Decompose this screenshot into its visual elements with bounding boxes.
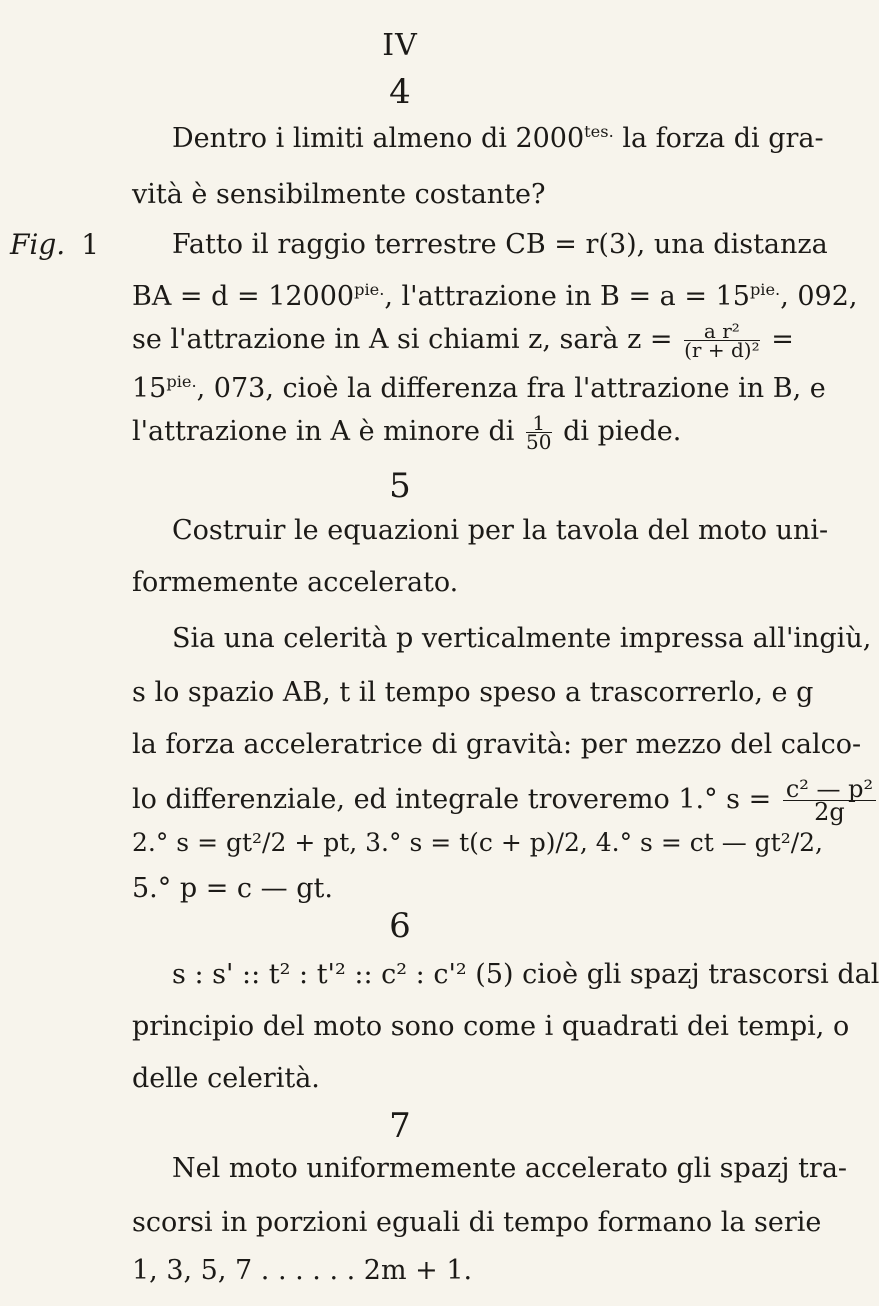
formula-fraction: $\frac{\text{c² — p²}}{2g}$ bbox=[783, 778, 876, 823]
section-number-6: 6 bbox=[389, 906, 411, 946]
paragraph-5-line-5: la forza acceleratrice di gravità: per mezzo del calco- bbox=[132, 729, 862, 760]
paragraph-5-line-8: 5.° p = c — gt. bbox=[132, 873, 333, 904]
paragraph-7-line-2: scorsi in porzioni eguali di tempo formano la serie bbox=[132, 1207, 822, 1238]
paragraph-4-line-2: vità è sensibilmente costante? bbox=[132, 179, 546, 210]
paragraph-4-line-3: Fatto il raggio terrestre CB = r(3), una distanza bbox=[172, 229, 828, 260]
paragraph-5-line-4: s lo spazio AB, t il tempo speso a trascorrerlo, e g bbox=[132, 677, 814, 708]
fraction-one-fiftieth: $\frac{1}{50}$ bbox=[526, 411, 552, 454]
paragraph-7-line-1: Nel moto uniformemente accelerato gli spazj tra- bbox=[172, 1153, 848, 1184]
paragraph-4-line-4: BA = $d = 12000^{pie.}$, l'attrazione in $B = a = 15^{pie.}$, 092, bbox=[132, 280, 858, 312]
figure-reference bbox=[10, 228, 99, 261]
fig-word: Fig. bbox=[10, 228, 66, 261]
paragraph-6-line-2: principio del moto sono come i quadrati dei tempi, o bbox=[132, 1011, 850, 1042]
formula-fraction: $\frac{\text{a r²}}{\text{(r + d)²}}$ bbox=[684, 319, 760, 362]
paragraph-6-line-1: s : s' :: t² : t'² :: c² : c'² (5) cioè gli spazj trascorsi dal bbox=[172, 959, 879, 990]
paragraph-5-line-1: Costruir le equazioni per la tavola del moto uni- bbox=[172, 515, 829, 546]
paragraph-4-line-5: se l'attrazione in A si chiami z, sarà z = $\frac{\text{a r²}}{\text{(r + d)²}}$ = bbox=[132, 319, 794, 362]
page-header: IV bbox=[382, 28, 418, 63]
paragraph-4-line-6: $15^{pie.}$, 073, cioè la differenza fra l'attrazione in B, e bbox=[132, 372, 826, 404]
paragraph-5-line-2: formemente accelerato. bbox=[132, 567, 459, 598]
paragraph-7-line-3: 1, 3, 5, 7 . . . . . . 2m + 1. bbox=[132, 1255, 473, 1286]
section-number-5: 5 bbox=[389, 466, 411, 506]
paragraph-4-line-7: l'attrazione in A è minore di $\frac{1}{50}$ di piede. bbox=[132, 411, 682, 454]
paragraph-5-line-6: lo differenziale, ed integrale troveremo 1.° s = $\frac{\text{c² — p²}}{2g}$ bbox=[132, 778, 770, 823]
paragraph-5-line-7: 2.° s = gt²/2 + pt, 3.° s = t(c + p)/2, 4.° s = ct — gt²/2, bbox=[132, 828, 824, 857]
section-number-4: 4 bbox=[389, 72, 411, 112]
paragraph-6-line-3: delle celerità. bbox=[132, 1063, 320, 1094]
paragraph-4-line-1: Dentro i limiti almeno di $2000^{tes.}$ la forza di gra- bbox=[172, 122, 824, 154]
fig-number: 1 bbox=[81, 228, 100, 261]
paragraph-5-line-3: Sia una celerità p verticalmente impressa all'ingiù, bbox=[172, 623, 872, 654]
section-number-7: 7 bbox=[389, 1106, 411, 1146]
